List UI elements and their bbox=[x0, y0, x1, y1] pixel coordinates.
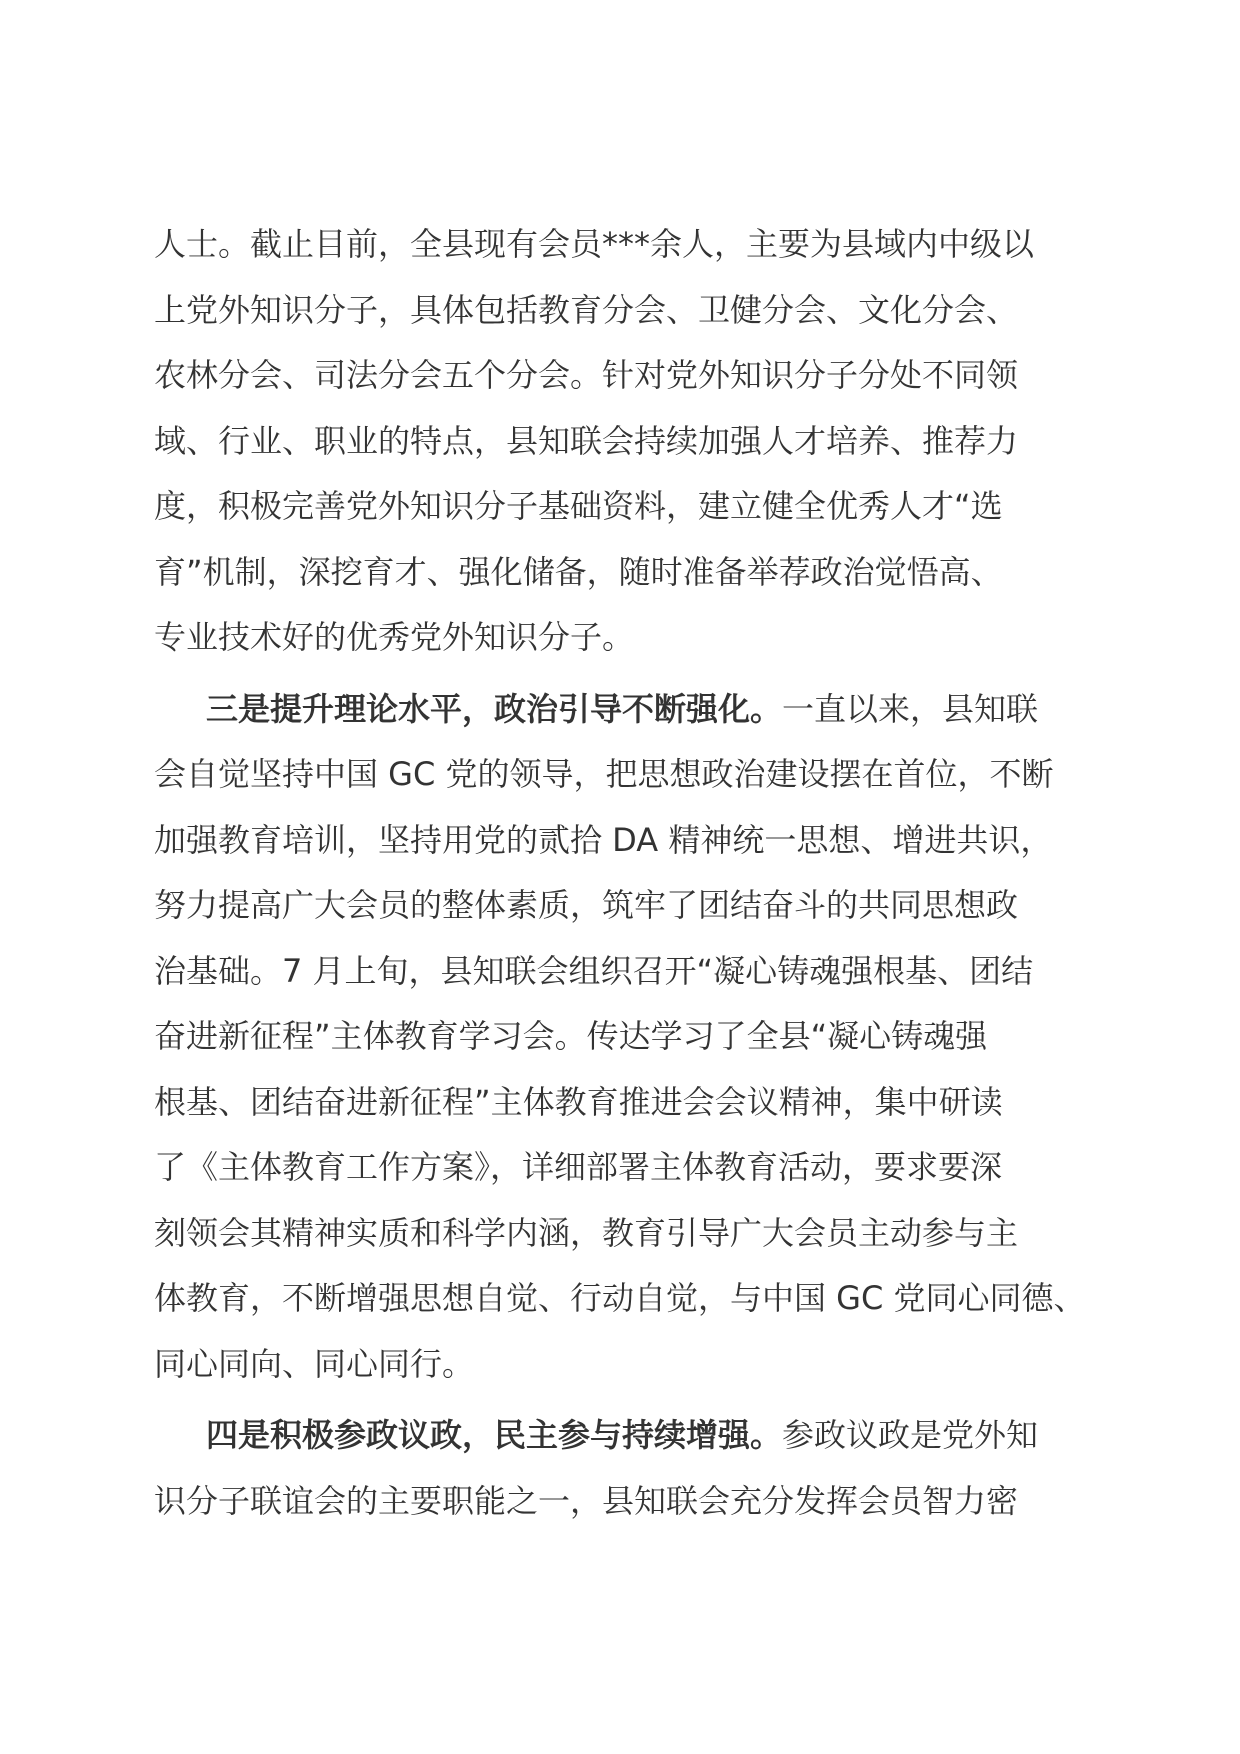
first-line-rest: 一直以来，县知联 bbox=[782, 689, 1039, 728]
text-line: 加强教育培训，坚持用党的贰拾 DA 精神统一思想、增进共识， bbox=[154, 820, 1053, 859]
text-line: 奋进新征程”主体教育学习会。传达学习了全县“凝心铸魂强 bbox=[154, 1017, 988, 1055]
text-line: 了《主体教育工作方案》，详细部署主体教育活动，要求要深 bbox=[154, 1148, 1003, 1186]
text-line: 刻领会其精神实质和科学内涵，教育引导广大会员主动参与主 bbox=[154, 1213, 1019, 1252]
paragraph-lead-heading: 三是提升理论水平，政治引导不断强化。 bbox=[206, 689, 783, 728]
text-line: 识分子联谊会的主要职能之一，县知联会充分发挥会员智力密 bbox=[154, 1481, 1019, 1520]
text-line: 人士。截止目前，全县现有会员***余人，主要为县域内中级以 bbox=[154, 225, 1035, 263]
text-line: 育”机制，深挖育才、强化储备，随时准备举荐政治觉悟高、 bbox=[154, 552, 1003, 591]
text-line: 会自觉坚持中国 GC 党的领导，把思想政治建设摆在首位，不断 bbox=[154, 755, 1054, 793]
text-line: 治基础。7 月上旬，县知联会组织召开“凝心铸魂强根基、团结 bbox=[154, 951, 1034, 990]
text-line: 域、行业、职业的特点，县知联会持续加强人才培养、推荐力 bbox=[154, 421, 1019, 460]
paragraph-participation bbox=[154, 1403, 1106, 1534]
document-body bbox=[154, 212, 1106, 1534]
text-line: 农林分会、司法分会五个分会。针对党外知识分子分处不同领 bbox=[154, 356, 1019, 394]
text-line: 度，积极完善党外知识分子基础资料，建立健全优秀人才“选 bbox=[154, 487, 1003, 525]
text-line: 同心同向、同心同行。 bbox=[154, 1344, 475, 1383]
paragraph-theory bbox=[154, 677, 1106, 1398]
first-text-line bbox=[154, 1403, 1106, 1469]
first-text-line bbox=[154, 677, 1106, 743]
first-line-rest: 参政议政是党外知 bbox=[782, 1416, 1039, 1454]
paragraph-lead-heading: 四是积极参政议政，民主参与持续增强。 bbox=[206, 1416, 783, 1454]
text-line: 专业技术好的优秀党外知识分子。 bbox=[154, 618, 635, 656]
text-line: 上党外知识分子，具体包括教育分会、卫健分会、文化分会、 bbox=[154, 290, 1019, 329]
text-line: 体教育，不断增强思想自觉、行动自觉，与中国 GC 党同心同德、 bbox=[154, 1279, 1086, 1317]
text-line: 努力提高广大会员的整体素质，筑牢了团结奋斗的共同思想政 bbox=[154, 886, 1019, 924]
text-line: 根基、团结奋进新征程”主体教育推进会会议精神，集中研读 bbox=[154, 1082, 1003, 1121]
paragraph-membership bbox=[154, 212, 1106, 671]
